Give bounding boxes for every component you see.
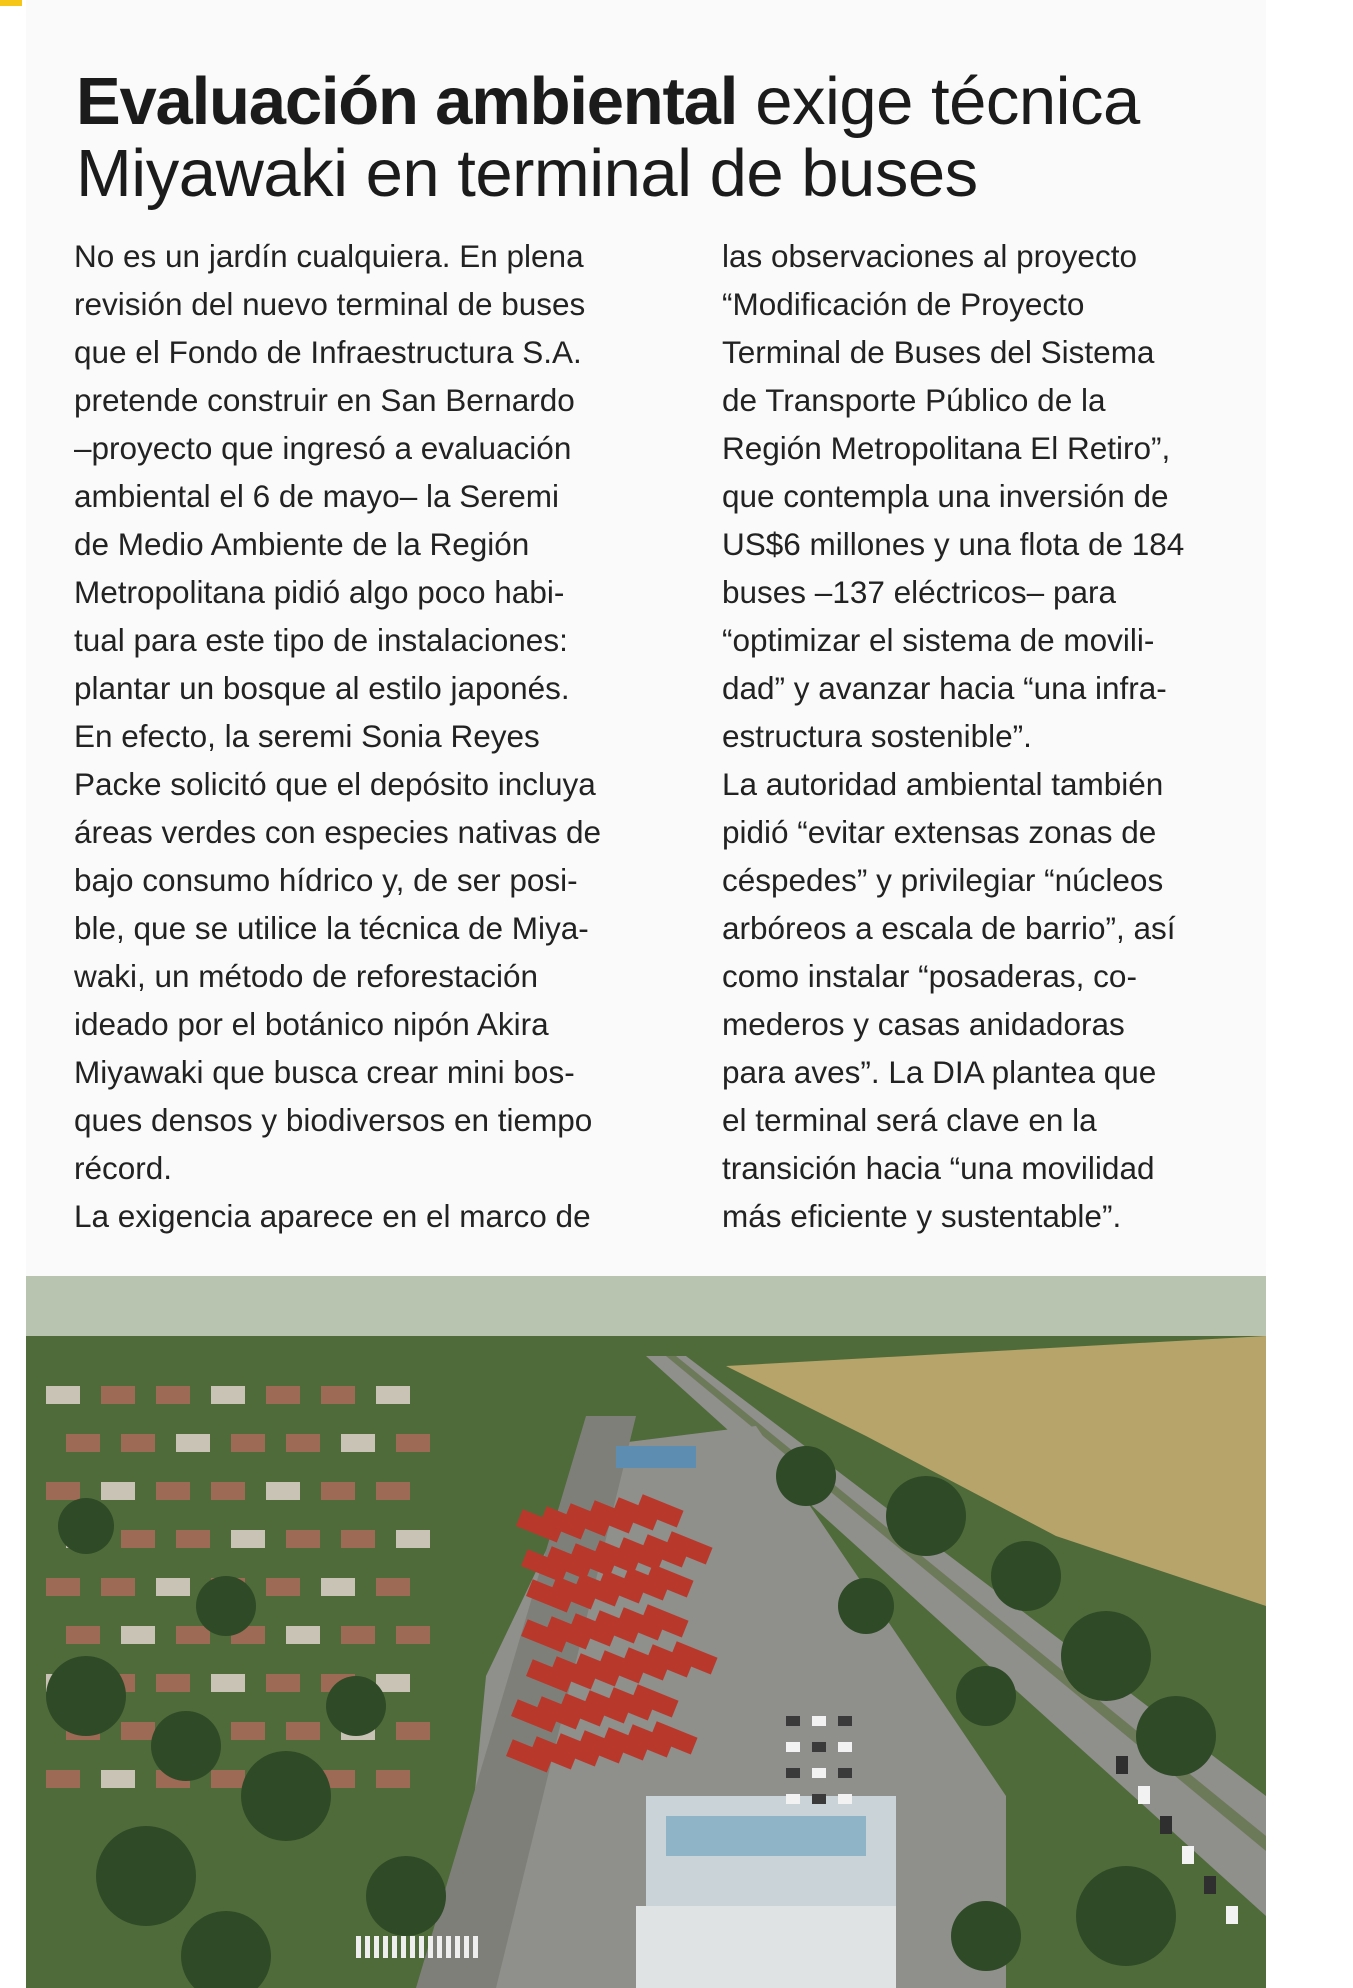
house-roof	[376, 1386, 410, 1404]
article-line: Miyawaki que busca crear mini bos-	[74, 1054, 575, 1090]
crosswalk-stripe	[428, 1936, 433, 1958]
house-roof	[231, 1434, 265, 1452]
car	[786, 1716, 800, 1726]
article-line: de Medio Ambiente de la Región	[74, 526, 530, 562]
article-line: En efecto, la seremi Sonia Reyes	[74, 718, 540, 754]
car	[812, 1742, 826, 1752]
house-roof	[66, 1434, 100, 1452]
car	[786, 1794, 800, 1804]
article-line: pidió “evitar extensas zonas de	[722, 814, 1157, 850]
left-column	[74, 232, 674, 1240]
photo-canopy-building	[616, 1446, 696, 1468]
tree-clump	[196, 1576, 256, 1636]
tree-clump	[838, 1578, 894, 1634]
article-line: buses –137 eléctricos– para	[722, 574, 1116, 610]
house-roof	[46, 1482, 80, 1500]
aerial-photo-illustration	[26, 1276, 1266, 1988]
house-roof	[156, 1482, 190, 1500]
article-line: US$6 millones y una flota de 184	[722, 526, 1185, 562]
house-roof	[286, 1434, 320, 1452]
tree-clump	[886, 1476, 966, 1556]
house-roof	[266, 1674, 300, 1692]
aerial-photo	[26, 1276, 1266, 1988]
house-roof	[176, 1626, 210, 1644]
house-roof	[211, 1674, 245, 1692]
article-line: ques densos y biodiversos en tiempo	[74, 1102, 593, 1138]
highway-car	[1138, 1786, 1150, 1804]
house-roof	[231, 1722, 265, 1740]
house-roof	[176, 1434, 210, 1452]
article-line: La exigencia aparece en el marco de	[74, 1198, 591, 1234]
right-column	[722, 232, 1322, 1240]
house-roof	[396, 1626, 430, 1644]
article-line: Región Metropolitana El Retiro”,	[722, 430, 1171, 466]
article-line: ideado por el botánico nipón Akira	[74, 1006, 549, 1042]
article-line: céspedes” y privilegiar “núcleos	[722, 862, 1164, 898]
tree-clump	[1061, 1611, 1151, 1701]
tree-clump	[776, 1446, 836, 1506]
car	[838, 1794, 852, 1804]
house-roof	[341, 1530, 375, 1548]
article-line: el terminal será clave en la	[722, 1102, 1097, 1138]
house-roof	[46, 1578, 80, 1596]
house-roof	[176, 1530, 210, 1548]
tree-clump	[46, 1656, 126, 1736]
crosswalk-stripe	[446, 1936, 451, 1958]
article-line: récord.	[74, 1150, 173, 1186]
house-roof	[396, 1434, 430, 1452]
article-line: dad” y avanzar hacia “una infra-	[722, 670, 1167, 706]
car	[786, 1768, 800, 1778]
house-roof	[101, 1770, 135, 1788]
highway-car	[1182, 1846, 1194, 1864]
house-roof	[286, 1530, 320, 1548]
tree-clump	[366, 1856, 446, 1936]
crosswalk-stripe	[455, 1936, 460, 1958]
article-line: que contempla una inversión de	[722, 478, 1169, 514]
car	[812, 1768, 826, 1778]
tree-clump	[1076, 1866, 1176, 1966]
house-roof	[286, 1722, 320, 1740]
house-roof	[376, 1674, 410, 1692]
house-roof	[286, 1626, 320, 1644]
crosswalk-stripe	[401, 1936, 406, 1958]
headline-rest: exige técnica	[755, 64, 1140, 139]
house-roof	[101, 1386, 135, 1404]
house-roof	[101, 1578, 135, 1596]
tree-clump	[951, 1901, 1021, 1971]
car	[838, 1742, 852, 1752]
article-line: estructura sostenible”.	[722, 718, 1032, 754]
tree-clump	[1136, 1696, 1216, 1776]
article-line: ble, que se utilice la técnica de Miya-	[74, 910, 589, 946]
house-roof	[321, 1482, 355, 1500]
article-line: pretende construir en San Bernardo	[74, 382, 575, 418]
house-roof	[121, 1434, 155, 1452]
tree-clump	[956, 1666, 1016, 1726]
house-roof	[231, 1530, 265, 1548]
article-line: para aves”. La DIA plantea que	[722, 1054, 1157, 1090]
article-line: No es un jardín cualquiera. En plena	[74, 238, 584, 274]
article-line: “Modificación de Proyecto	[722, 286, 1085, 322]
article-line: mederos y casas anidadoras	[722, 1006, 1125, 1042]
crosswalk-stripe	[464, 1936, 469, 1958]
house-roof	[156, 1674, 190, 1692]
crosswalk-stripe	[410, 1936, 415, 1958]
article-line: como instalar “posaderas, co-	[722, 958, 1137, 994]
article-line: bajo consumo hídrico y, de ser posi-	[74, 862, 578, 898]
corner-accent-mark	[0, 0, 22, 6]
photo-lower-building	[636, 1906, 896, 1988]
article-line: revisión del nuevo terminal de buses	[74, 286, 586, 322]
crosswalk-stripe	[437, 1936, 442, 1958]
article-line: las observaciones al proyecto	[722, 238, 1137, 274]
house-roof	[396, 1530, 430, 1548]
article-line: waki, un método de reforestación	[74, 958, 539, 994]
article-line: tual para este tipo de instalaciones:	[74, 622, 568, 658]
house-roof	[376, 1770, 410, 1788]
house-roof	[46, 1386, 80, 1404]
house-roof	[266, 1482, 300, 1500]
car	[812, 1716, 826, 1726]
house-roof	[266, 1386, 300, 1404]
tree-clump	[96, 1826, 196, 1926]
house-roof	[121, 1626, 155, 1644]
highway-car	[1160, 1816, 1172, 1834]
house-roof	[376, 1482, 410, 1500]
photo-horizon	[26, 1276, 1266, 1336]
article-line: –proyecto que ingresó a evaluación	[74, 430, 572, 466]
article-line: que el Fondo de Infraestructura S.A.	[74, 334, 582, 370]
house-roof	[396, 1722, 430, 1740]
article-line: arbóreos a escala de barrio”, así	[722, 910, 1176, 946]
article-line: transición hacia “una movilidad	[722, 1150, 1155, 1186]
house-roof	[66, 1626, 100, 1644]
tree-clump	[58, 1498, 114, 1554]
crosswalk-stripe	[392, 1936, 397, 1958]
article-line: más eficiente y sustentable”.	[722, 1198, 1122, 1234]
article-headline	[76, 66, 1196, 210]
article-line: Metropolitana pidió algo poco habi-	[74, 574, 565, 610]
crosswalk-stripe	[365, 1936, 370, 1958]
crosswalk-stripe	[374, 1936, 379, 1958]
house-roof	[156, 1386, 190, 1404]
house-roof	[211, 1770, 245, 1788]
article-line: La autoridad ambiental también	[722, 766, 1164, 802]
house-roof	[211, 1386, 245, 1404]
car	[786, 1742, 800, 1752]
tree-clump	[241, 1751, 331, 1841]
house-roof	[341, 1626, 375, 1644]
tree-clump	[326, 1676, 386, 1736]
crosswalk-stripe	[383, 1936, 388, 1958]
article-line: áreas verdes con especies nativas de	[74, 814, 602, 850]
headline-line2: Miyawaki en terminal de buses	[76, 136, 978, 211]
highway-car	[1204, 1876, 1216, 1894]
car	[838, 1716, 852, 1726]
house-roof	[46, 1770, 80, 1788]
house-roof	[321, 1386, 355, 1404]
article-line: plantar un bosque al estilo japonés.	[74, 670, 570, 706]
article-line: Terminal de Buses del Sistema	[722, 334, 1155, 370]
highway-car	[1226, 1906, 1238, 1924]
car	[812, 1794, 826, 1804]
article-line: ambiental el 6 de mayo– la Seremi	[74, 478, 560, 514]
highway-car	[1116, 1756, 1128, 1774]
car	[838, 1768, 852, 1778]
crosswalk-stripe	[356, 1936, 361, 1958]
tree-clump	[151, 1711, 221, 1781]
crosswalk-stripe	[473, 1936, 478, 1958]
house-roof	[121, 1530, 155, 1548]
house-roof	[156, 1578, 190, 1596]
house-roof	[211, 1482, 245, 1500]
article-line: Packe solicitó que el depósito incluya	[74, 766, 596, 802]
house-roof	[101, 1482, 135, 1500]
house-roof	[121, 1722, 155, 1740]
house-roof	[341, 1434, 375, 1452]
tree-clump	[991, 1541, 1061, 1611]
photo-main-building-roof	[666, 1816, 866, 1856]
crosswalk-stripe	[419, 1936, 424, 1958]
house-roof	[321, 1578, 355, 1596]
house-roof	[266, 1578, 300, 1596]
article-line: de Transporte Público de la	[722, 382, 1106, 418]
house-roof	[376, 1578, 410, 1596]
headline-bold: Evaluación ambiental	[76, 64, 738, 139]
article-line: “optimizar el sistema de movili-	[722, 622, 1155, 658]
